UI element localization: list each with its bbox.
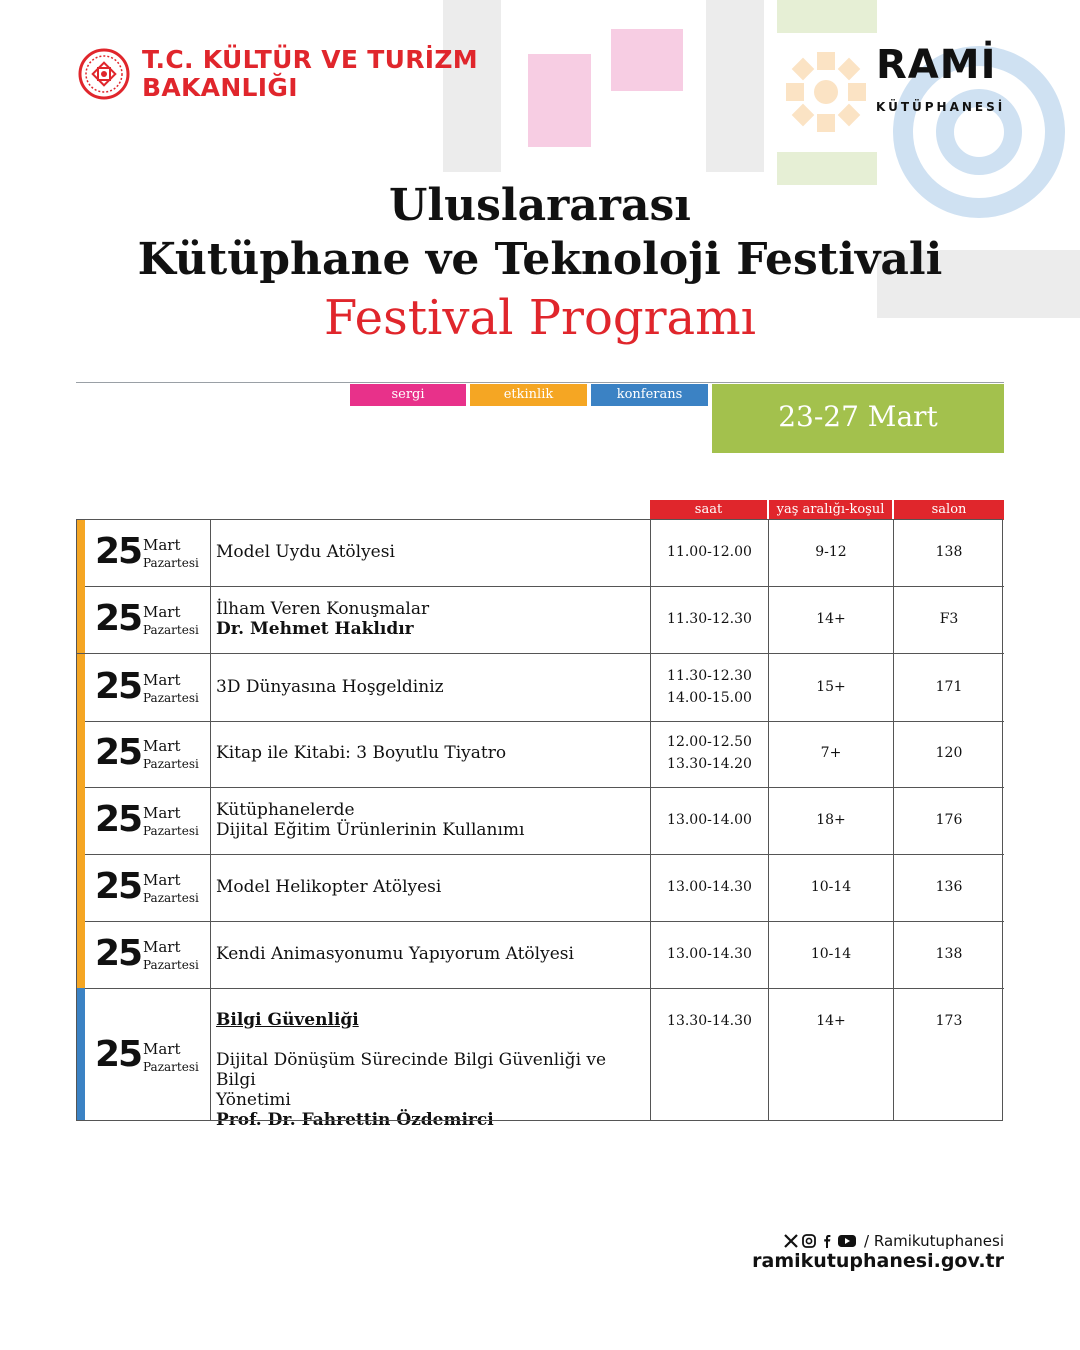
room-cell (893, 654, 1004, 721)
month-label: Mart (143, 938, 181, 956)
type-bar-konferans (76, 988, 85, 1121)
youtube-icon[interactable] (838, 1234, 856, 1248)
age-value: 10-14 (810, 946, 852, 962)
decor-green-bar-1 (777, 0, 877, 33)
event-title: İlham Veren Konuşmalar (216, 599, 430, 619)
room-cell (893, 921, 1004, 988)
type-bar-etkinlik (76, 921, 85, 988)
event-cell (216, 944, 646, 964)
ministry-name-line1: T.C. KÜLTÜR VE TURİZM (142, 45, 478, 74)
room-cell (893, 787, 1004, 854)
room-value: 176 (935, 812, 963, 828)
age-value: 14+ (816, 611, 846, 627)
weekday-label: Pazartesi (143, 757, 199, 771)
age-value: 15+ (816, 679, 846, 695)
event-title: Model Helikopter Atölyesi (216, 877, 442, 897)
age-value: 9-12 (815, 544, 847, 560)
conference-speaker: Prof. Dr. Fahrettin Özdemirci (216, 1110, 494, 1130)
legend-etkinlik: etkinlik (470, 384, 587, 406)
x-icon[interactable] (784, 1234, 798, 1248)
divider-line (76, 382, 1004, 383)
ministry-seal-icon (78, 48, 130, 100)
time-value: 13.00-14.00 (667, 812, 752, 828)
room-value: 136 (935, 879, 963, 895)
age-cell (768, 854, 893, 921)
age-cell (768, 519, 893, 586)
day-number: 25 (95, 598, 142, 639)
age-cell (768, 988, 893, 1121)
time-cell (650, 988, 768, 1121)
instagram-icon[interactable] (802, 1234, 816, 1248)
time-value: 13.30-14.20 (667, 756, 752, 772)
ministry-name-line2: BAKANLIĞI (142, 73, 298, 102)
room-cell (893, 519, 1004, 586)
time-cell (650, 586, 768, 653)
social-links (784, 1232, 1004, 1250)
table-row (76, 654, 1004, 722)
age-cell (768, 586, 893, 653)
time-cell (650, 519, 768, 586)
day-number: 25 (95, 1034, 142, 1075)
conference-heading: Bilgi Güvenliği (216, 1010, 359, 1030)
event-cell (216, 800, 646, 840)
title-line1: Uluslararası (389, 180, 691, 231)
rami-wordmark: RAMİ (876, 42, 997, 88)
event-cell (216, 1010, 646, 1130)
event-title-line2: Dijital Eğitim Ürünlerinin Kullanımı (216, 820, 525, 840)
event-title: Model Uydu Atölyesi (216, 542, 395, 562)
date-cell (85, 787, 211, 854)
table-row (76, 586, 1004, 654)
time-value: 14.00-15.00 (667, 690, 752, 706)
room-cell (893, 720, 1004, 787)
rami-logo (790, 38, 1005, 138)
room-value: 120 (935, 745, 963, 761)
table-row (76, 921, 1004, 989)
age-value: 7+ (820, 745, 842, 761)
month-label: Mart (143, 603, 181, 621)
day-number: 25 (95, 933, 142, 974)
website-link[interactable]: ramikutuphanesi.gov.tr (752, 1250, 1004, 1272)
program-subtitle: Festival Programı (324, 290, 756, 346)
day-number: 25 (95, 732, 142, 773)
time-cell (650, 720, 768, 787)
event-speaker: Dr. Mehmet Haklıdır (216, 619, 414, 639)
month-label: Mart (143, 737, 181, 755)
weekday-label: Pazartesi (143, 891, 199, 905)
date-cell (85, 921, 211, 988)
table-row (76, 854, 1004, 922)
legend-sergi: sergi (350, 384, 466, 406)
date-cell (85, 720, 211, 787)
type-bar-etkinlik (76, 854, 85, 921)
month-label: Mart (143, 804, 181, 822)
time-value: 13.00-14.30 (667, 879, 752, 895)
event-title: Kitap ile Kitabi: 3 Boyutlu Tiyatro (216, 743, 507, 763)
time-value: 13.00-14.30 (667, 946, 752, 962)
table-row-conference (76, 988, 1004, 1130)
table-row (76, 519, 1004, 587)
day-number: 25 (95, 666, 142, 707)
age-cell (768, 654, 893, 721)
room-value: 138 (935, 946, 963, 962)
social-handle[interactable]: / Ramikutuphanesi (864, 1232, 1004, 1250)
month-label: Mart (143, 1040, 181, 1058)
time-cell (650, 854, 768, 921)
age-cell (768, 787, 893, 854)
time-cell (650, 787, 768, 854)
date-cell (85, 654, 211, 721)
weekday-label: Pazartesi (143, 1060, 199, 1074)
room-value: F3 (939, 611, 959, 627)
room-cell (893, 854, 1004, 921)
time-value: 11.00-12.00 (667, 544, 752, 560)
decor-gray-bar-2 (706, 0, 764, 172)
date-cell (85, 854, 211, 921)
title-line2: Kütüphane ve Teknoloji Festivali (137, 234, 943, 285)
facebook-icon[interactable] (820, 1234, 834, 1248)
time-value: 11.30-12.30 (667, 611, 752, 627)
date-cell (85, 586, 211, 653)
time-cell (650, 654, 768, 721)
age-value: 10-14 (810, 879, 852, 895)
legend-konferans: konferans (591, 384, 708, 406)
weekday-label: Pazartesi (143, 556, 199, 570)
date-cell (85, 988, 211, 1121)
weekday-label: Pazartesi (143, 623, 199, 637)
month-label: Mart (143, 871, 181, 889)
rami-subtitle: KÜTÜPHANESİ (876, 100, 1006, 114)
time-value: 11.30-12.30 (667, 668, 752, 684)
decor-pink-block-2 (611, 29, 683, 91)
decor-pink-block-1 (528, 54, 591, 147)
day-number: 25 (95, 866, 142, 907)
type-bar-etkinlik (76, 720, 85, 787)
table-row (76, 787, 1004, 855)
room-cell (893, 988, 1004, 1121)
day-number: 25 (95, 799, 142, 840)
conference-topic-line1: Dijital Dönüşüm Sürecinde Bilgi Güvenliği ve Bilgi (216, 1050, 607, 1090)
event-cell (216, 743, 646, 763)
room-value: 171 (935, 679, 963, 695)
header-age: yaş aralığı-koşul (769, 500, 892, 520)
room-value: 138 (935, 544, 963, 560)
event-cell (216, 599, 646, 639)
age-cell (768, 921, 893, 988)
ministry-logo (78, 46, 478, 102)
time-value: 12.00-12.50 (667, 734, 752, 750)
type-bar-etkinlik (76, 586, 85, 653)
type-bar-etkinlik (76, 787, 85, 854)
date-range-badge: 23-27 Mart (712, 384, 1004, 453)
month-label: Mart (143, 536, 181, 554)
type-bar-etkinlik (76, 519, 85, 586)
event-cell (216, 877, 646, 897)
type-bar-etkinlik (76, 654, 85, 721)
weekday-label: Pazartesi (143, 958, 199, 972)
event-title: Kütüphanelerde (216, 800, 355, 820)
weekday-label: Pazartesi (143, 824, 199, 838)
header-room: salon (894, 500, 1004, 520)
event-cell (216, 542, 646, 562)
rami-sun-icon (784, 50, 868, 134)
event-cell (216, 677, 646, 697)
month-label: Mart (143, 671, 181, 689)
time-value: 13.30-14.30 (667, 1013, 752, 1029)
header-time: saat (650, 500, 767, 520)
time-cell (650, 921, 768, 988)
age-value: 14+ (816, 1013, 846, 1029)
weekday-label: Pazartesi (143, 691, 199, 705)
event-title: 3D Dünyasına Hoşgeldiniz (216, 677, 444, 697)
day-number: 25 (95, 531, 142, 572)
date-cell (85, 519, 211, 586)
event-title: Kendi Animasyonumu Yapıyorum Atölyesi (216, 944, 574, 964)
room-value: 173 (935, 1013, 963, 1029)
conference-topic-line2: Yönetimi (216, 1090, 291, 1110)
table-row (76, 720, 1004, 788)
room-cell (893, 586, 1004, 653)
age-cell (768, 720, 893, 787)
age-value: 18+ (816, 812, 846, 828)
